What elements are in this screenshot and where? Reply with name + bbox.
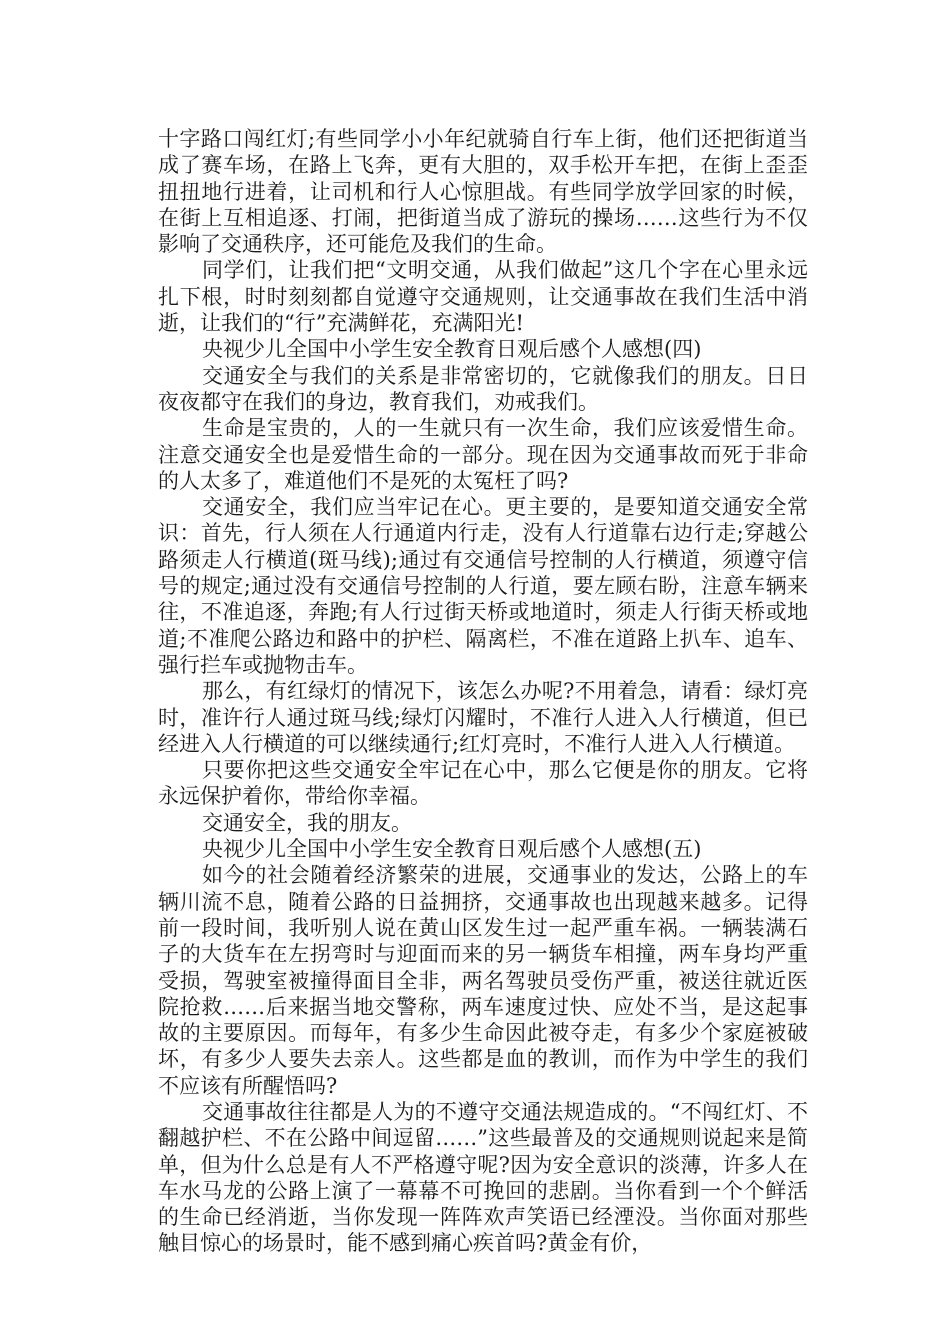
paragraph-10: 交通事故往往都是人为的不遵守交通法规造成的。“不闯红灯、不翻越护栏、不在公路中间逗留……”这些最普及的交通规则说起来是简单，但为什么总是有人不严格遵守呢?因为安全意识的淡薄，许多人在车水马龙的公路上演了一幕幕不可挽回的悲剧。当你看到一个个鲜活的生命已经消逝，当你发现一阵阵欢声笑语已经湮没。当你面对那些触目惊心的场景时，能不感到痛心疾首吗?黄金有价， (158, 1099, 808, 1256)
paragraph-2: 同学们，让我们把“文明交通，从我们做起”这几个字在心里永远扎下根，时时刻刻都自觉遵守交通规则，让交通事故在我们生活中消逝，让我们的“行”充满鲜花，充满阳光! (158, 258, 808, 336)
paragraph-8: 交通安全，我的朋友。 (202, 810, 412, 835)
paragraph-1: 十字路口闯红灯;有些同学小小年纪就骑自行车上街，他们还把街道当成了赛车场，在路上飞奔，更有大胆的，双手松开车把，在街上歪歪扭扭地行进着，让司机和行人心惊胆战。有些同学放学回家的时候，在街上互相追逐、打闹，把街道当成了游玩的操场……这些行为不仅影响了交通秩序，还可能危及我们的生命。 (158, 127, 808, 257)
document-body (158, 126, 808, 1257)
paragraph-7: 只要你把这些交通安全牢记在心中，那么它便是你的朋友。它将永远保护着你，带给你幸福。 (158, 758, 808, 809)
section-heading-4: 央视少儿全国中小学生安全教育日观后感个人感想(四) (202, 337, 702, 362)
paragraph-5: 交通安全，我们应当牢记在心。更主要的，是要知道交通安全常识：首先，行人须在人行通道内行走，没有人行道靠右边行走;穿越公路须走人行横道(斑马线);通过有交通信号控制的人行横道，须遵守信号的规定;通过没有交通信号控制的人行道，要左顾右盼，注意车辆来往，不准追逐，奔跑;有人行过街天桥或地道时，须走人行街天桥或地道;不准爬公路边和路中的护栏、隔离栏，不准在道路上扒车、追车、强行拦车或抛物击车。 (158, 495, 808, 677)
paragraph-4: 生命是宝贵的，人的一生就只有一次生命，我们应该爱惜生命。注意交通安全也是爱惜生命的一部分。现在因为交通事故而死于非命的人太多了，难道他们不是死的太冤枉了吗? (158, 416, 808, 493)
section-heading-5: 央视少儿全国中小学生安全教育日观后感个人感想(五) (202, 837, 702, 862)
paragraph-9: 如今的社会随着经济繁荣的进展，交通事业的发达，公路上的车辆川流不息，随着公路的日益拥挤，交通事故也出现越来越多。记得前一段时间，我听别人说在黄山区发生过一起严重车祸。一辆装满石子的大货车在左拐弯时与迎面而来的另一辆货车相撞，两车身均严重受损，驾驶室被撞得面目全非，两名驾驶员受伤严重，被送往就近医院抢救……后来据当地交警称，两车速度过快、应处不当，是这起事故的主要原因。而每年，有多少生命因此被夺走，有多少个家庭被破坏，有多少人要失去亲人。这些都是血的教训，而作为中学生的我们不应该有所醒悟吗? (158, 863, 808, 1098)
paragraph-6: 那么，有红绿灯的情况下，该怎么办呢?不用着急，请看：绿灯亮时，准许行人通过斑马线;绿灯闪耀时，不准行人进入人行横道，但已经进入人行横道的可以继续通行;红灯亮时，不准行人进入人行横道。 (158, 679, 808, 756)
paragraph-3: 交通安全与我们的关系是非常密切的，它就像我们的朋友。日日夜夜都守在我们的身边，教育我们，劝戒我们。 (158, 363, 808, 414)
